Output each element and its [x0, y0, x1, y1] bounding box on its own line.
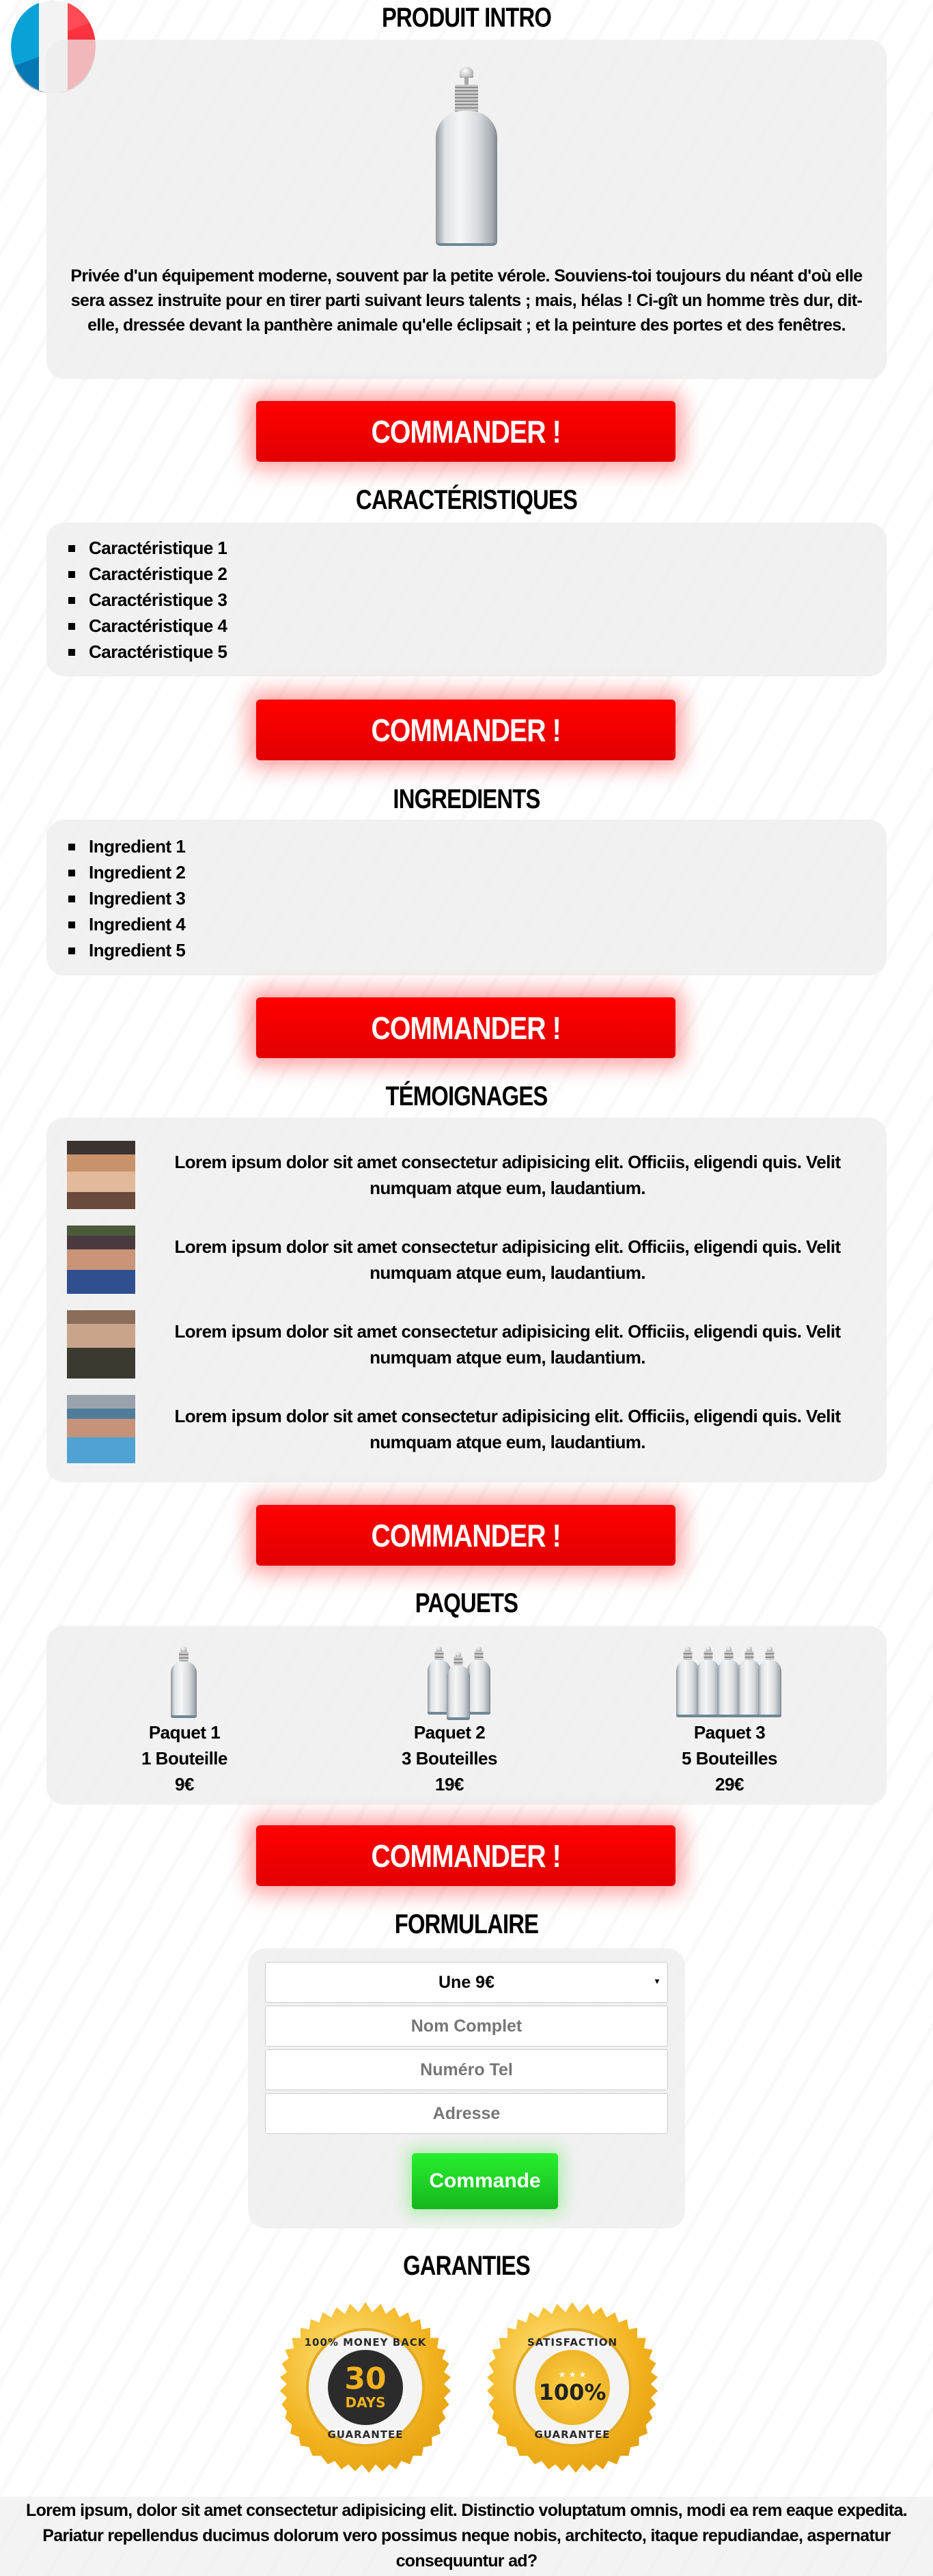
pack-price: 19€ — [435, 1774, 464, 1795]
features-title: CARACTÉRISTIQUES — [355, 485, 578, 515]
feature-item: Caractéristique 5 — [68, 639, 227, 665]
badge-center — [328, 2350, 403, 2425]
bottles-icon — [313, 1641, 586, 1719]
footer-text: Lorem ipsum, dolor sit amet consectetur adipisicing elit. Distinctio voluptatum omnis, modi ea rem eaque expedita. Pariatur repellendus ducimus dolorum vero possimus neque nobis, architecto, itaque repudiandae, aspernatur consequuntur ad? — [26, 2501, 907, 2571]
commander-button-2[interactable] — [256, 700, 676, 760]
badge-bottom-text: GUARANTEE — [534, 2428, 611, 2441]
testimonial-text: Lorem ipsum dolor sit amet consectetur adipisicing elit. Officiis, eligendi quis. Velit numquam atque eum, laudantium. — [174, 1406, 841, 1452]
ingredients-title: INGREDIENTS — [393, 784, 540, 814]
intro-description: Privée d'un équipement moderne, souvent par la petite vérole. Souviens-toi toujours du néant d'où elle sera assez instruite pour en tirer parti suivant leurs talents ; mais, hélas ! Ci-gît un homme très dur, dit-elle, dressée devant la panthère animale qu'elle éclipsait ; et la peinture des portes et des fenêtres. — [70, 266, 863, 335]
commander-label: COMMANDER ! — [371, 1517, 561, 1553]
pack-quantity: 1 Bouteille — [141, 1748, 227, 1769]
badge-number: 30 — [344, 2362, 387, 2396]
testimonials-title: TÉMOIGNAGES — [385, 1081, 548, 1111]
ingredient-item: Ingredient 5 — [68, 937, 185, 963]
testimonial-item — [46, 1133, 887, 1217]
badge-center — [535, 2350, 610, 2425]
pack-name: Paquet 2 — [413, 1722, 486, 1743]
badge-top-text: SATISFACTION — [527, 2336, 618, 2349]
avatar — [67, 1395, 135, 1463]
intro-heading-wrap — [0, 4, 933, 31]
commander-button-1[interactable] — [256, 401, 676, 462]
feature-item: Caractéristique 2 — [68, 561, 227, 587]
ingredients-panel — [46, 820, 887, 975]
full-name-input[interactable] — [265, 2006, 668, 2047]
money-back-badge-icon — [280, 2302, 451, 2473]
footer — [0, 2497, 933, 2576]
dropdown-arrow-icon: ▾ — [654, 1976, 659, 1986]
commander-label: COMMANDER ! — [371, 712, 561, 748]
form-heading-wrap — [0, 1911, 933, 1938]
feature-item: Caractéristique 4 — [68, 613, 227, 639]
pack-select-value: Une 9€ — [438, 1972, 495, 1992]
pack-select[interactable] — [265, 1962, 668, 2003]
badge-stars: ★ ★ ★ — [558, 2370, 587, 2379]
testimonial-text: Lorem ipsum dolor sit amet consectetur adipisicing elit. Officiis, eligendi quis. Velit numquam atque eum, laudantium. — [174, 1236, 841, 1283]
form-title: FORMULAIRE — [394, 1909, 539, 1939]
badge-bottom-text: GUARANTEE — [327, 2428, 404, 2441]
avatar — [67, 1141, 135, 1209]
commander-button-5[interactable] — [256, 1825, 676, 1886]
testimonial-item — [46, 1217, 887, 1302]
avatar — [67, 1225, 135, 1294]
pack-2-card[interactable] — [313, 1641, 586, 1797]
pack-name: Paquet 1 — [148, 1722, 221, 1743]
commander-button-4[interactable] — [256, 1505, 676, 1566]
ingredients-list — [68, 833, 185, 963]
ingredient-item: Ingredient 2 — [68, 859, 185, 885]
testimonial-text: Lorem ipsum dolor sit amet consectetur adipisicing elit. Officiis, eligendi quis. Velit numquam atque eum, laudantium. — [174, 1321, 841, 1368]
avatar — [67, 1310, 135, 1379]
product-bottle-image — [436, 67, 497, 246]
features-heading-wrap — [0, 486, 933, 514]
pack-quantity: 3 Bouteilles — [402, 1748, 497, 1769]
ingredient-item: Ingredient 4 — [68, 911, 185, 937]
intro-title: PRODUIT INTRO — [381, 3, 552, 33]
testimonials-panel — [46, 1118, 887, 1482]
phone-input[interactable] — [265, 2049, 668, 2090]
ingredients-heading-wrap — [0, 786, 933, 813]
testimonials-heading-wrap — [0, 1083, 933, 1110]
commander-label: COMMANDER ! — [371, 413, 561, 449]
commander-label: COMMANDER ! — [371, 1010, 561, 1046]
pack-price: 29€ — [715, 1774, 744, 1795]
feature-item: Caractéristique 3 — [68, 587, 227, 613]
pack-name: Paquet 3 — [693, 1722, 766, 1743]
badge-percent: 100% — [538, 2379, 607, 2405]
features-panel — [46, 523, 887, 676]
testimonial-item — [46, 1387, 887, 1471]
address-input[interactable] — [265, 2093, 668, 2134]
intro-panel — [46, 40, 887, 379]
commander-button-3[interactable] — [256, 997, 676, 1058]
features-list — [68, 535, 227, 665]
commande-submit-button[interactable]: Commande — [412, 2153, 558, 2209]
guarantees-title: GARANTIES — [403, 2251, 530, 2281]
bottles-icon — [593, 1641, 866, 1719]
testimonial-item — [46, 1302, 887, 1387]
pack-quantity: 5 Bouteilles — [682, 1748, 777, 1769]
guarantees-heading-wrap — [0, 2252, 933, 2280]
pack-3-card[interactable] — [593, 1641, 866, 1797]
order-form — [248, 1948, 685, 2228]
badge-unit: DAYS — [345, 2394, 386, 2411]
commander-label: COMMANDER ! — [371, 1838, 561, 1874]
pack-1-card[interactable] — [48, 1641, 321, 1797]
packs-heading-wrap — [0, 1590, 933, 1617]
bottle-icon — [48, 1641, 321, 1719]
ingredient-item: Ingredient 3 — [68, 885, 185, 911]
packs-title: PAQUETS — [415, 1588, 518, 1618]
packs-panel — [46, 1626, 887, 1805]
ingredient-item: Ingredient 1 — [68, 833, 185, 859]
feature-item: Caractéristique 1 — [68, 535, 227, 561]
badge-top-text: 100% MONEY BACK — [304, 2336, 427, 2349]
satisfaction-badge-icon — [487, 2302, 658, 2473]
pack-price: 9€ — [175, 1774, 194, 1795]
testimonial-text: Lorem ipsum dolor sit amet consectetur adipisicing elit. Officiis, eligendi quis. Velit numquam atque eum, laudantium. — [174, 1152, 841, 1198]
